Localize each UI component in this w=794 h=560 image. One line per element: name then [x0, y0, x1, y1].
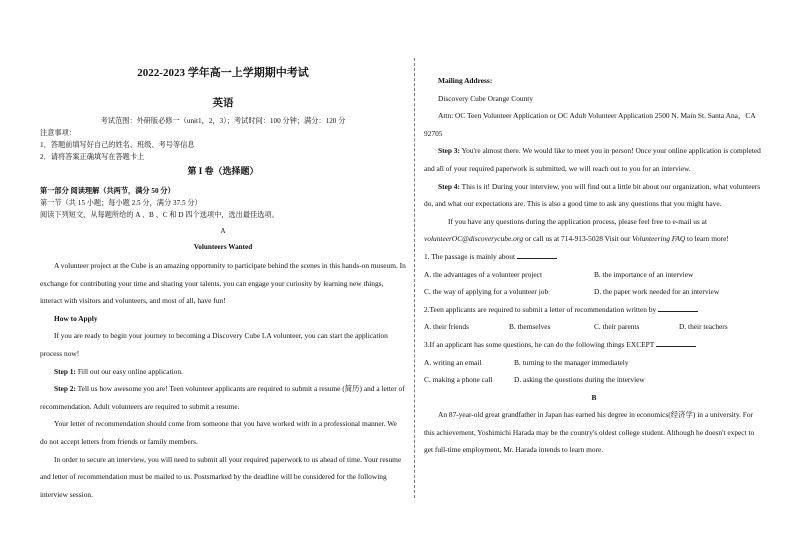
- question-1-option-b: B. the importance of an interview: [594, 269, 694, 279]
- column-divider: [414, 58, 415, 498]
- step-1-text: Fill out our easy online application.: [75, 366, 183, 376]
- notice-item-1: 1．答题前填写好自己的姓名、班级、考号等信息: [40, 141, 195, 149]
- step-4: [424, 178, 764, 213]
- step-4-text: This is it! During your interview, you will find out a little bit about our organization, what volunteers do, and what our expectations are. This is also a good time to ask any questions that you might have.: [424, 181, 761, 209]
- mailing-address-line-2: Attn: OC Teen Volunteer Application or OC Adult Volunteer Application 2500 N. Main St. Santa Ana，CA 92705: [424, 111, 756, 138]
- question-2: [424, 301, 764, 319]
- question-1-text: 1. The passage is mainly about: [424, 251, 517, 261]
- question-2-option-c: C. their parents: [594, 322, 640, 332]
- question-1-options-row-1: [424, 266, 764, 284]
- question-3-option-c: C. making a phone call: [424, 375, 493, 385]
- answer-blank: [656, 340, 696, 347]
- exam-scope: 考试范围：外研版必修一（unit1，2，3）；考试时间：100 分钟；满分：120 分: [100, 117, 346, 125]
- question-3-option-a: A. writing an email: [424, 357, 482, 367]
- subsection-heading: 第一节（共 15 小题；每小题 2.5 分，满分 37.5 分）: [40, 199, 202, 207]
- mailing-address-label: Mailing Address:: [438, 76, 493, 85]
- question-1-option-c: C. the way of applying for a volunteer job: [424, 287, 549, 297]
- step-2: [40, 380, 406, 415]
- passage-b-letter: B: [591, 392, 597, 402]
- contact-text-3: to learn more!: [685, 234, 729, 244]
- volunteering-faq: Volunteering FAQ: [632, 234, 686, 244]
- contact-text-2: or call us at 714-913-5028 Visit our: [523, 234, 633, 244]
- passage-a-body: [40, 257, 406, 503]
- subject-title: 英语: [212, 98, 234, 109]
- passage-b-paragraph-1: An 87-year-old great grandfather in Japan has earned his degree in economics(经济学) in a university. For this achievement, Yoshimichi Harada may be the country's oldest college student. Although he doesn't expect to get full-time employment, Mr. Harada intends to learn more.: [424, 410, 755, 455]
- step-1-label: Step 1:: [54, 366, 76, 376]
- passage-a-paragraph-1: A volunteer project at the Cube is an amazing opportunity to participate behind the scenes in this hands-on museum. In exchange for contributing your time and sharing your talents, you can engage your curiosity by learning new things, interact with visitors and volunteers, and most of all, have fun!: [40, 261, 406, 306]
- answer-blank: [658, 305, 698, 312]
- question-1-option-a: A. the advantages of a volunteer project: [424, 269, 542, 279]
- question-3-text: 3.If an applicant has some questions, he can do the following things EXCEPT: [424, 339, 657, 349]
- step-3: [424, 142, 764, 177]
- mailing-address-line-1: Discovery Cube Orange County: [438, 93, 534, 103]
- question-3-option-d: D. asking the questions during the interview: [514, 375, 645, 385]
- volume-heading: 第 I 卷（选择题）: [187, 166, 259, 176]
- question-3-options-row-2: [424, 371, 764, 389]
- question-2-option-a: A. their friends: [424, 322, 469, 332]
- exam-title: 2022-2023 学年高一上学期期中考试: [137, 67, 309, 79]
- question-1: [424, 248, 764, 266]
- question-1-option-d: D. the paper work needed for an interview: [594, 287, 720, 297]
- exam-header-info: [40, 115, 406, 163]
- step-2-text: Tell us how awesome you are! Teen volunteer applicants are required to submit a resume (简历) and a letter of recommendation. Adult volunteers are required to submit a resume.: [40, 384, 405, 411]
- passage-a-paragraph-2: If you are ready to begin your journey to becoming a Discovery Cube LA volunteer, you can start the application process now!: [40, 331, 388, 358]
- passage-a-title: Volunteers Wanted: [193, 243, 253, 251]
- part-heading: 第一部分 阅读理解（共两节，满分 50 分）: [40, 187, 175, 195]
- question-3-option-b: B. turning to the manager immediately: [514, 357, 629, 367]
- step-3-label: Step 3:: [438, 146, 460, 156]
- contact-email: volunteerOC@discoverycube.org: [424, 234, 524, 244]
- passage-a-paragraph-4: In order to secure an interview, you will need to submit all your required paperwork to us ahead of time. Your resume and letter of recommendation must be mailed to us. Postsmarked by the deadline will be considered for the following interview session.: [40, 454, 402, 499]
- reading-section: [40, 185, 406, 253]
- passage-a-letter: A: [220, 227, 226, 235]
- contact-paragraph: [424, 213, 764, 248]
- instructions: 阅读下列短文，从每题所给的 A 、B 、C 和 D 四个选项中，选出最佳选项。: [40, 211, 279, 219]
- passage-a-paragraph-3: Your letter of recommendation should come from someone that you have worked with in a professional manner. We do not accept letters from friends or family members.: [40, 419, 397, 446]
- notice-item-2: 2．请将答案正确填写在答题卡上: [40, 153, 145, 161]
- right-column: [424, 72, 764, 459]
- notice-heading: 注意事项：: [40, 129, 76, 137]
- question-3-options-row-1: [424, 354, 764, 372]
- step-2-label: Step 2:: [54, 384, 76, 394]
- step-1: [40, 363, 406, 381]
- question-2-options: [424, 318, 764, 336]
- question-2-option-b: B. themselves: [509, 322, 551, 332]
- question-3: [424, 336, 764, 354]
- question-2-option-d: D. their teachers: [679, 322, 728, 332]
- question-1-options-row-2: [424, 283, 764, 301]
- step-4-label: Step 4:: [438, 181, 460, 191]
- question-2-text: 2.Teen applicants are required to submit a letter of recommendation written by: [424, 304, 659, 314]
- how-to-apply-heading: How to Apply: [54, 313, 98, 323]
- answer-blank: [517, 252, 557, 259]
- contact-text-1: If you have any questions during the application process, please feel free to e-mail us at: [448, 216, 707, 226]
- step-3-text: You're almost there. We would like to meet you in person! Once your online application is completed and all of your required paperwork is submitted, we will reach out to you for an interview.: [424, 146, 761, 173]
